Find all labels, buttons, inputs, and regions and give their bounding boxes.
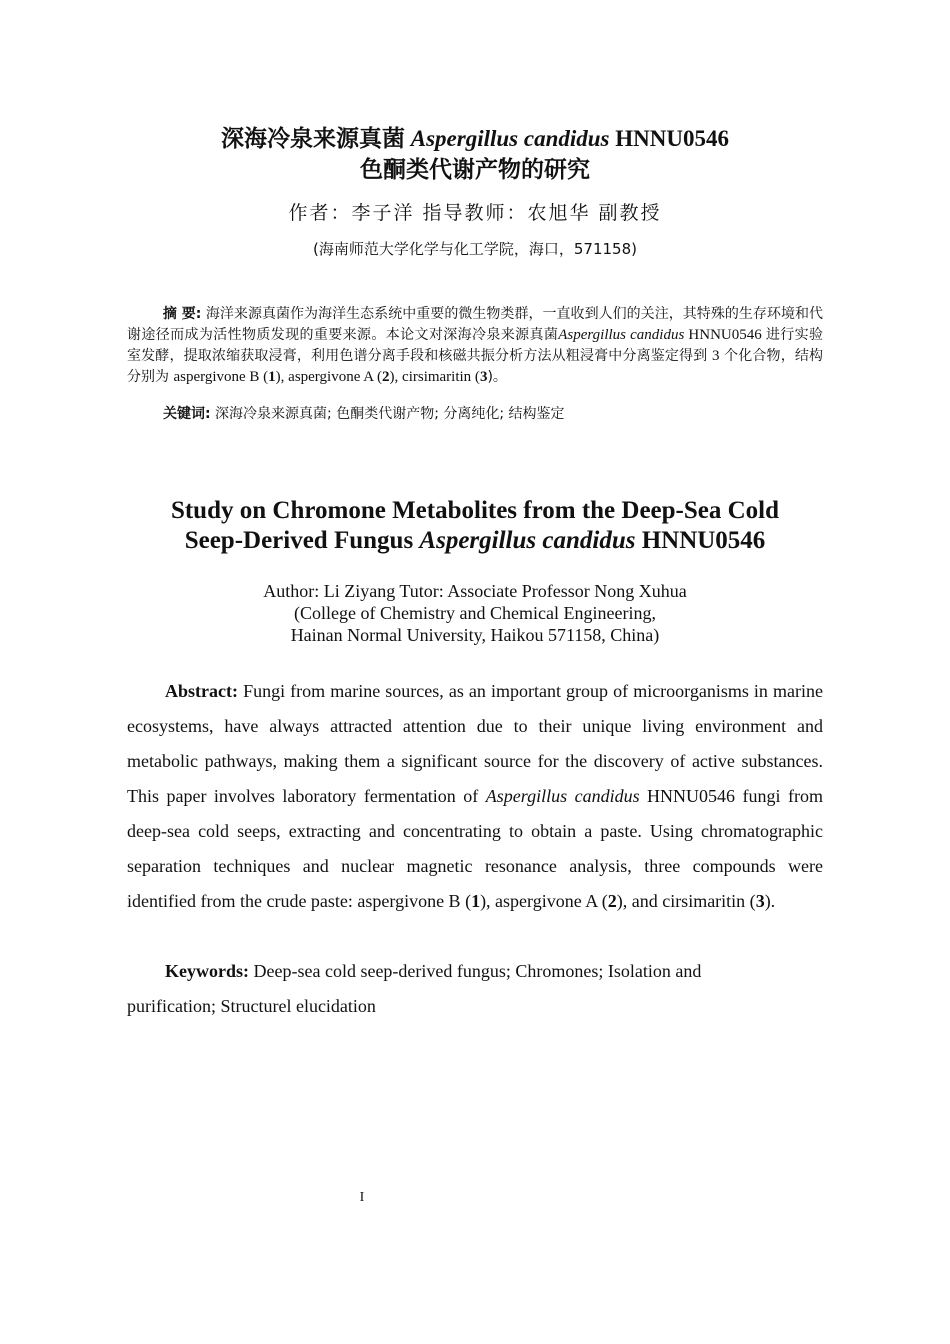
en-keywords: Keywords: Deep-sea cold seep-derived fungus; Chromones; Isolation and purification; Structurel elucidation (127, 961, 702, 1016)
cn-title-species: Aspergillus candidus (410, 126, 610, 151)
cn-affiliation: (海南师范大学化学与化工学院，海口，571158) (313, 240, 637, 258)
en-affiliation-line1: (College of Chemistry and Chemical Engineering, (294, 603, 656, 623)
en-abstract-label: Abstract: (165, 681, 238, 701)
cn-abstract-label: 摘 要: (162, 306, 202, 322)
en-title-line1: Study on Chromone Metabolites from the Deep-Sea Cold (170, 497, 780, 524)
cn-abstract: 摘 要: 海洋来源真菌作为海洋生态系统中重要的微生物类群，一直收到人们的关注，其特殊的生存环境和代谢途径而成为活性物质发现的重要来源。本论文对深海冷泉来源真菌Aspergillus candidus HNNU0546 进行实验室发酵，提取浓缩获取浸膏，利用色谱分离手段和核磁共振分析方法从粗浸膏中分离鉴定得到 3 个化合物，结构分别为 aspergivone B (1), aspergivone A (2), cirsimaritin (3)。 (127, 306, 824, 385)
en-author-line: Author: Li Ziyang Tutor: Associate Professor Nong Xuhua (263, 581, 687, 601)
en-affiliation-line2: Hainan Normal University, Haikou 571158, China) (290, 625, 660, 645)
cn-keywords: 关键词: 深海冷泉来源真菌; 色酮类代谢产物; 分离纯化; 结构鉴定 (163, 406, 565, 422)
en-keywords-label: Keywords: (165, 961, 249, 981)
cn-keywords-label: 关键词: (163, 406, 211, 422)
en-author-block (127, 580, 823, 646)
en-title-species: Aspergillus candidus (419, 527, 636, 554)
en-abstract: Abstract: Fungi from marine sources, as an important group of microorganisms in marine ecosystems, have always attracted attention due to their unique living environment and metabolic pathways, making them a significant source for the discovery of active substances. This paper involves laboratory fermentation of Aspergillus candidus HNNU0546 fungi from deep-sea cold seeps, extracting and concentrating to obtain a paste. Using chromatographic separation techniques and nuclear magnetic resonance analysis, three compounds were identified from the crude paste: aspergivone B (1), aspergivone A (2), and cirsimaritin (3). (127, 681, 823, 911)
en-title-line2: Seep-Derived Fungus Aspergillus candidus HNNU0546 (184, 527, 766, 554)
cn-title-line1: 深海冷泉来源真菌 Aspergillus candidus HNNU0546 (221, 126, 729, 151)
cn-title-line2: 色酮类代谢产物的研究 (360, 157, 590, 182)
cn-author-line: 作者：李子洋 指导教师：农旭华 副教授 (288, 202, 662, 224)
page-number: I (359, 1190, 365, 1205)
